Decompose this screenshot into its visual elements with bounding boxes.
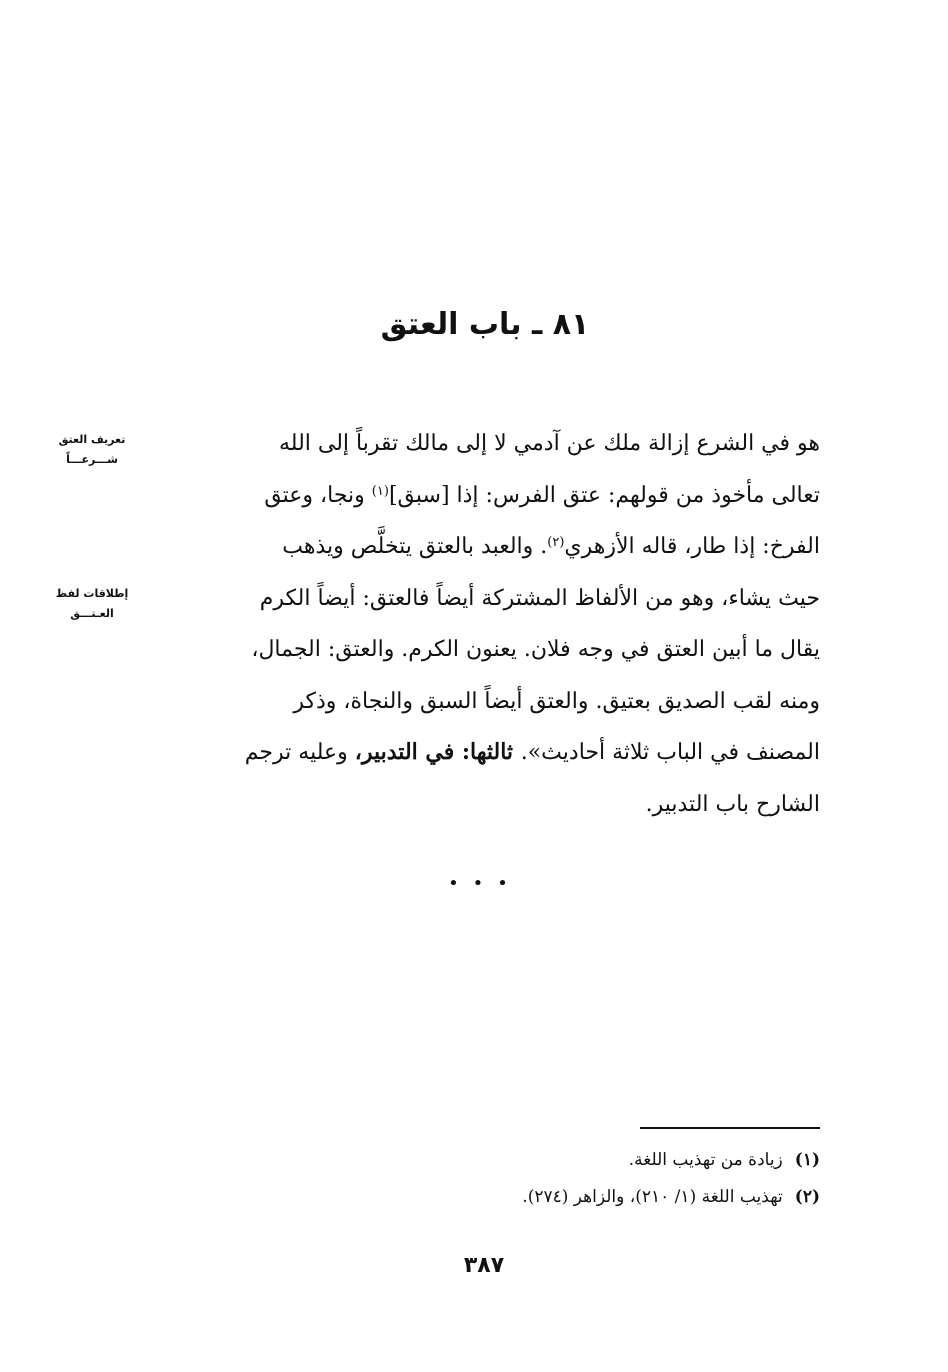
chapter-title: ٨١ ـ باب العتق [380,307,590,342]
footnote-number: (١) [794,1150,820,1170]
margin-note-definition [42,430,142,470]
margin-note-sub: العـتـــق [70,607,114,620]
body-line: تعالى مأخوذ من قولهم: عتق الفرس: إذا [سبق]$^{(١)}$ ونجا، وعتق [264,482,820,508]
footnotes [148,1142,820,1216]
margin-note-main: تعريف العتق [58,433,126,446]
footnote-number: (٢) [794,1187,820,1207]
footnote-text: تهذيب اللغة (١/ ٢١٠)، والزاهر (٢٧٤). [522,1187,783,1207]
page-number: ٣٨٧ [463,1253,505,1278]
section-separator: ••• [448,873,522,894]
body-line: هو في الشرع إزالة ملك عن آدمي لا إلى مالك تقرباً إلى الله [279,431,820,456]
body-line: حيث يشاء، وهو من الألفاظ المشتركة أيضاً فالعتق: أيضاً الكرم [259,585,820,611]
body-line: الفرخ: إذا طار، قاله الأزهري$^{(٢)}$. والعبد بالعتق يتخلَّص ويذهب [282,534,820,559]
margin-note-main: إطلاقات لفظ [55,587,129,600]
body-line: يقال ما أبين العتق في وجه فلان. يعنون الكرم. والعتق: الجمال، [251,637,820,662]
footnote [148,1179,820,1216]
footnote-ref[interactable]: (١) [371,483,389,499]
body-line: الشارح باب التدبير. [645,791,820,817]
body-line: ومنه لقب الصديق بعتيق. والعتق أيضاً السبق والنجاة، وذكر [293,688,820,714]
footnote-divider [640,1127,820,1129]
margin-note-usages [42,584,142,624]
footnote-text: زيادة من تهذيب اللغة. [628,1150,783,1170]
footnote-ref[interactable]: (٢) [547,535,565,550]
bold-phrase: ثالثها: في التدبير، [354,739,521,765]
margin-note-sub: شـــرعـــاً [66,453,118,466]
body-line: المصنف في الباب ثلاثة أحاديث». ثالثها: في التدبير، وعليه ترجم [244,739,820,765]
body-paragraph [148,418,820,830]
footnote [148,1142,820,1179]
